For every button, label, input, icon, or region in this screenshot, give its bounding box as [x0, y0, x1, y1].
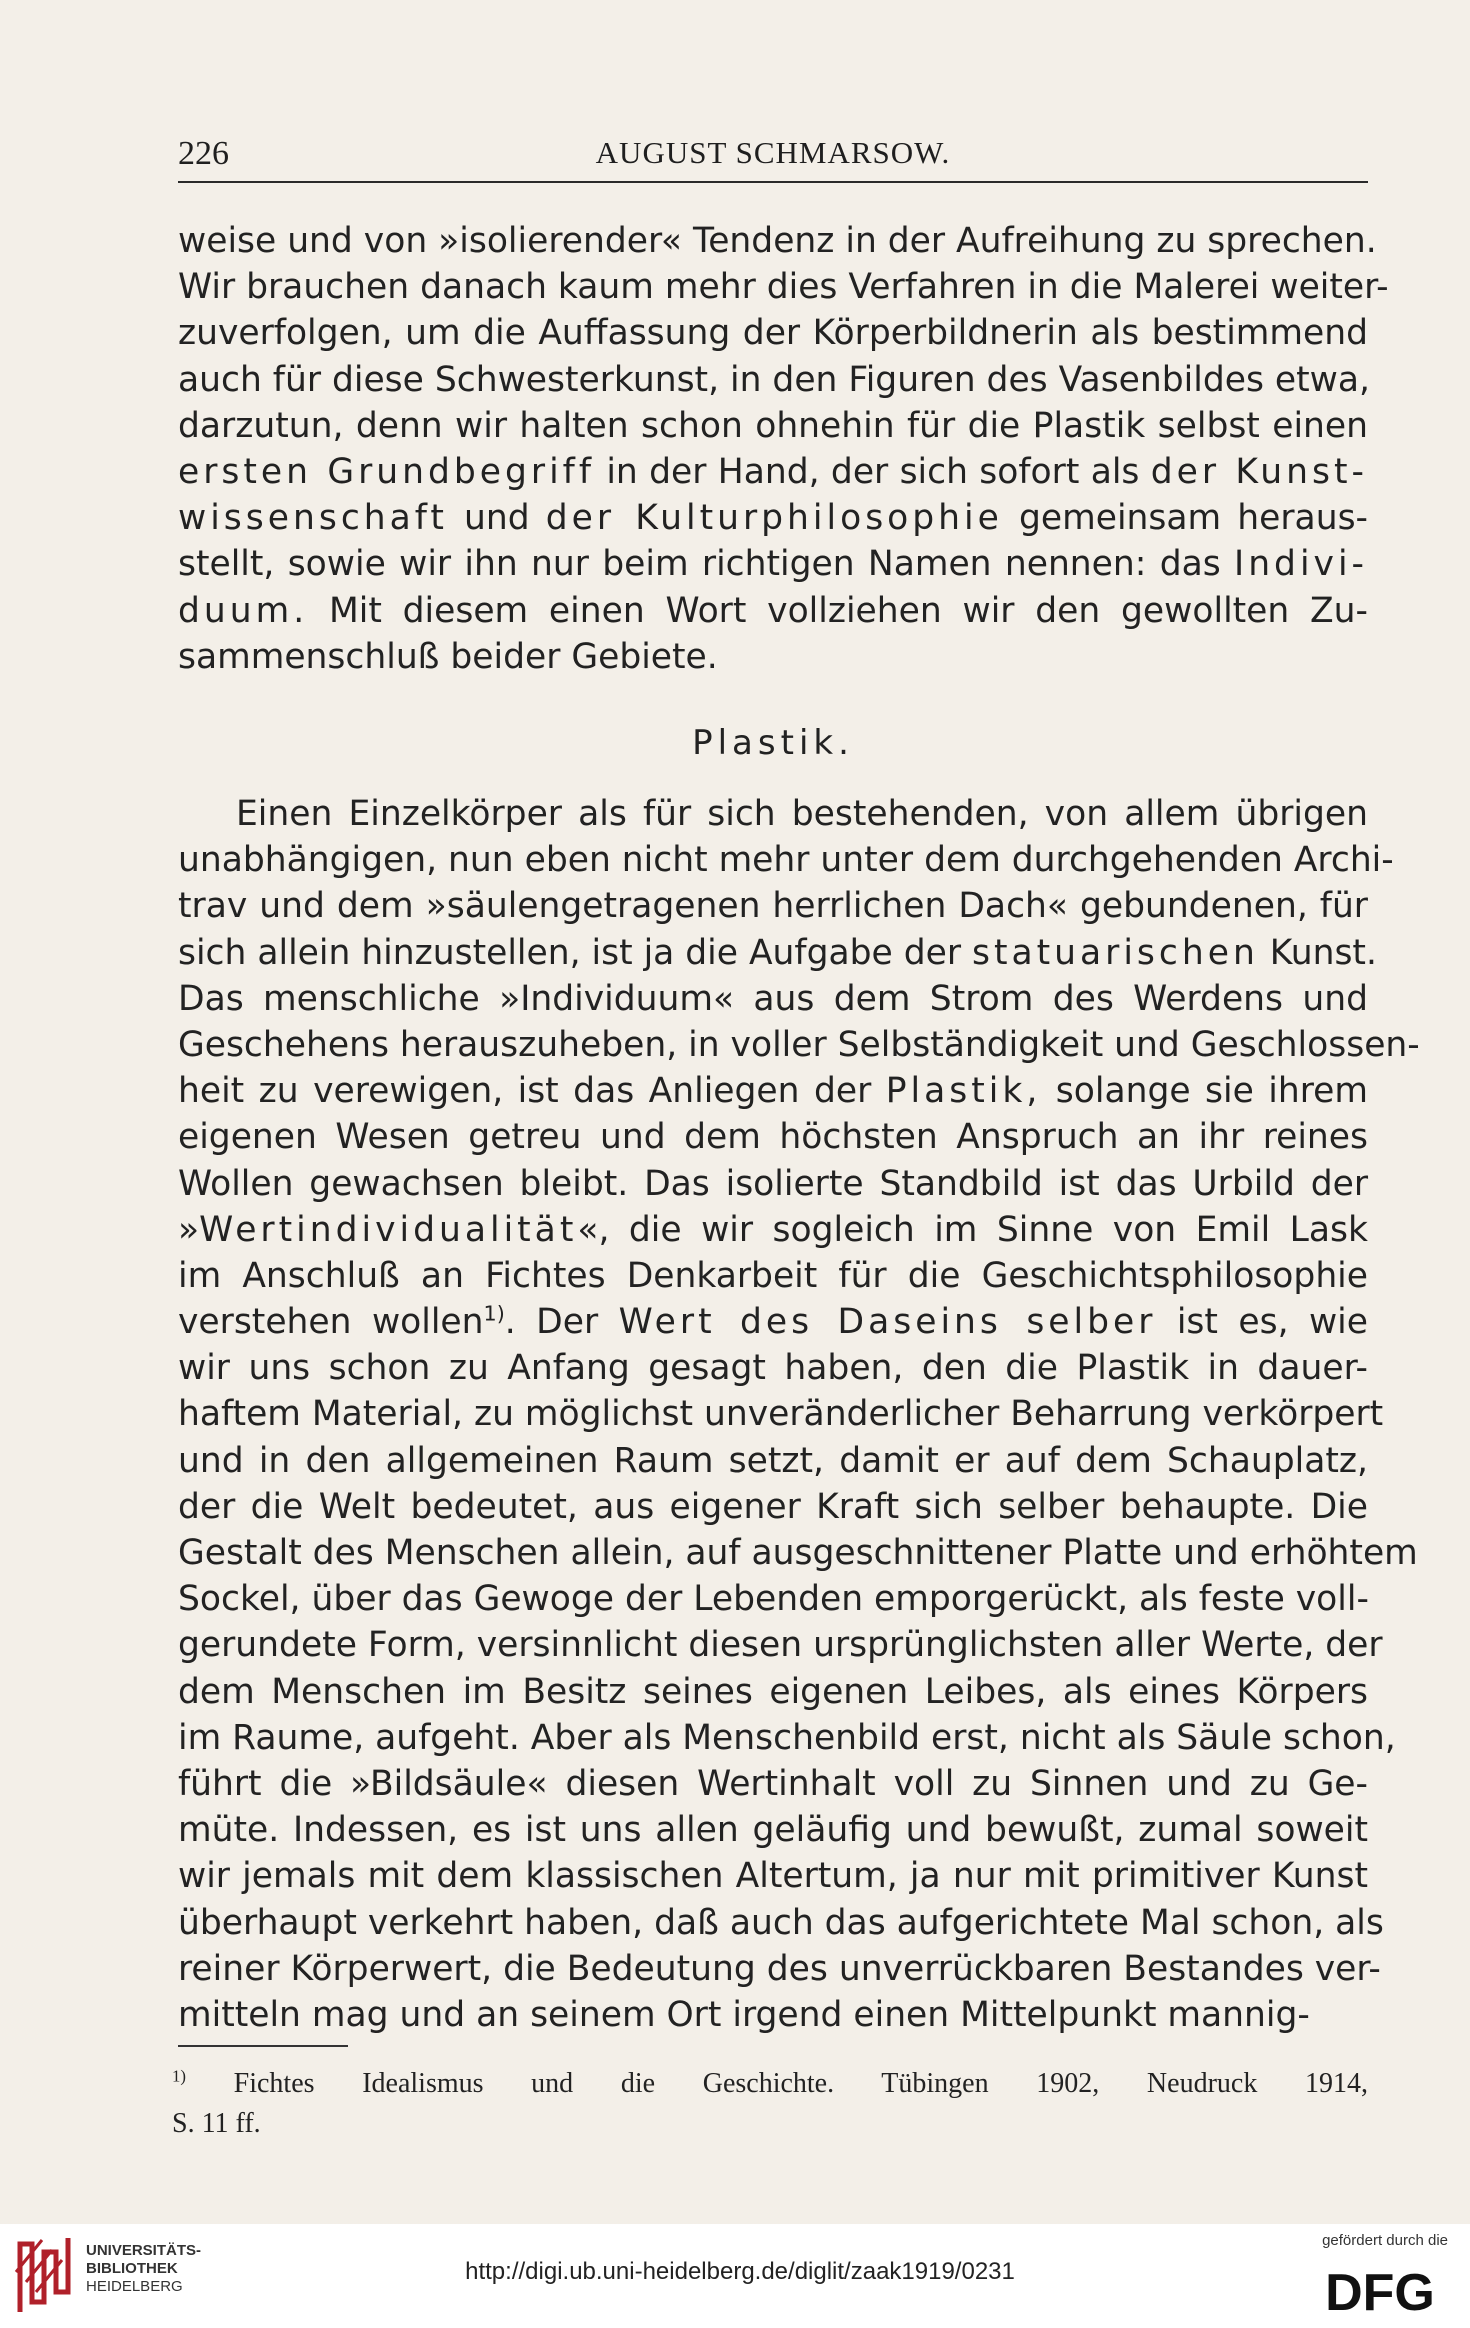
- text-line: [178, 1253, 1368, 1299]
- text-line: [178, 930, 1377, 976]
- spaced-emphasis: Plastik,: [885, 1071, 1042, 1112]
- spaced-emphasis: der Kunst-: [1150, 451, 1368, 492]
- text-run: der die Welt bedeutet, aus eigener Kraft sich selber behaupte. Die: [178, 1486, 1368, 1527]
- page-header: [178, 127, 1368, 183]
- text-line: [178, 403, 1368, 449]
- library-name-line-3: HEIDELBERG: [86, 2278, 183, 2295]
- text-run: Wollen gewachsen bleibt. Das isolierte Standbild ist das Urbild der: [178, 1163, 1368, 1204]
- text-run: und: [447, 498, 546, 539]
- text-line: [178, 1114, 1368, 1160]
- text-run: Das menschliche »Individuum« aus dem Strom des Werdens und: [178, 978, 1368, 1019]
- dfg-logo-text: DFG: [1325, 2264, 1435, 2318]
- running-head: AUGUST SCHMARSOW.: [595, 135, 951, 170]
- section-heading: Plastik.: [692, 723, 854, 763]
- text-line: [178, 1992, 1368, 2038]
- text-run: haftem Material, zu möglichst unveränderlicher Beharrung verkörpert: [178, 1394, 1384, 1435]
- text-line: [178, 218, 1377, 264]
- text-run: weise und von »isolierender« Tendenz in der Aufreihung zu sprechen.: [178, 221, 1377, 261]
- text-line: [178, 449, 1368, 495]
- viewer-footer: [0, 2224, 1470, 2328]
- text-line: [178, 1068, 1368, 1114]
- library-name-line-2: BIBLIOTHEK: [86, 2260, 178, 2277]
- paragraph-1: [178, 218, 1389, 680]
- text-line: [178, 1669, 1368, 1715]
- page-number: 226: [178, 135, 229, 172]
- text-line: [178, 1438, 1368, 1484]
- text-run: stellt, sowie wir ihn nur beim richtigen Namen nennen: das: [178, 544, 1235, 585]
- text-run: im Raume, aufgeht. Aber als Menschenbild erst, nicht als Säule schon,: [178, 1717, 1396, 1758]
- text-run: in der Hand, der sich sofort als: [594, 451, 1151, 492]
- text-line: [178, 883, 1368, 929]
- text-line: [178, 1391, 1384, 1437]
- text-line: [178, 976, 1368, 1022]
- spaced-emphasis: duum.: [178, 590, 309, 631]
- text-run: »: [178, 1209, 200, 1250]
- text-run: unabhängigen, nun eben nicht mehr unter dem durchgehenden Archi-: [178, 840, 1394, 881]
- text-run: «, die wir sogleich im Sinne von Emil Lask: [577, 1209, 1368, 1250]
- text-run: zuverfolgen, um die Auffassung der Körperbildnerin als bestimmend: [178, 313, 1368, 354]
- library-name: [86, 2242, 201, 2296]
- paragraph-2: [178, 791, 1420, 2038]
- text-line: [178, 357, 1368, 403]
- text-line: [178, 1761, 1368, 1807]
- text-line: [178, 1807, 1368, 1853]
- text-run: verstehen wollen: [178, 1302, 484, 1343]
- library-name-line-1: UNIVERSITÄTS-: [86, 2242, 202, 2259]
- text-run: solange sie ihrem: [1041, 1071, 1368, 1112]
- spaced-emphasis: statuarischen: [971, 932, 1259, 973]
- text-line: [178, 1715, 1396, 1761]
- text-line: [178, 1161, 1368, 1207]
- text-line: [178, 1022, 1420, 1068]
- text-line: [178, 1345, 1368, 1391]
- text-run: S. 11 ff.: [172, 2108, 261, 2139]
- text-line: [178, 588, 1368, 634]
- footnote-rule: [178, 2045, 348, 2047]
- text-run: dem Menschen im Besitz seines eigenen Leibes, als eines Körpers: [178, 1671, 1368, 1712]
- text-run: eigenen Wesen getreu und dem höchsten Anspruch an ihr reines: [178, 1117, 1368, 1158]
- text-run: darzutun, denn wir halten schon ohnehin für die Plastik selbst einen: [178, 405, 1368, 446]
- text-run: Geschehens herauszuheben, in voller Selbständigkeit und Geschlossen-: [178, 1024, 1420, 1065]
- text-line: [178, 541, 1368, 587]
- spaced-emphasis: wissenschaft: [178, 498, 448, 539]
- dfg-logo-icon: [1310, 2260, 1450, 2318]
- footnote-marker: 1): [483, 1301, 505, 1326]
- text-run: . Der: [504, 1302, 619, 1343]
- spaced-emphasis: Wert des Daseins selber: [618, 1302, 1157, 1343]
- text-run: gerundete Form, versinnlicht diesen ursprünglichsten aller Werte, der: [178, 1625, 1383, 1666]
- text-run: ist es, wie: [1156, 1302, 1368, 1343]
- text-line: [178, 1946, 1381, 1992]
- text-line: [172, 2064, 1368, 2104]
- text-run: Wir brauchen danach kaum mehr dies Verfahren in die Malerei weiter-: [178, 267, 1389, 308]
- text-run: trav und dem »säulengetragenen herrlichen Dach« gebundenen, für: [178, 886, 1368, 927]
- text-run: sich allein hinzustellen, ist ja die Aufgabe der: [178, 932, 972, 973]
- text-run: Einen Einzelkörper als für sich bestehenden, von allem übrigen: [236, 794, 1368, 834]
- spaced-emphasis: der Kulturphilosophie: [545, 498, 1003, 539]
- text-line: [178, 310, 1368, 356]
- text-line: [178, 1576, 1368, 1622]
- spaced-emphasis: ersten Grundbegriff: [178, 451, 595, 492]
- text-line: [178, 791, 1368, 837]
- text-run: führt die »Bildsäule« diesen Wertinhalt voll zu Sinnen und zu Ge-: [178, 1763, 1368, 1804]
- text-run: Sockel, über das Gewoge der Lebenden emporgerückt, als feste voll-: [178, 1579, 1369, 1620]
- text-run: müte. Indessen, es ist uns allen geläufig und bewußt, zumal soweit: [178, 1810, 1368, 1851]
- text-line: [178, 1299, 1368, 1345]
- text-line: [178, 264, 1389, 310]
- text-line: [178, 1900, 1384, 1946]
- text-line: [178, 634, 1368, 680]
- text-run: im Anschluß an Fichtes Denkarbeit für die Geschichtsphilosophie: [178, 1255, 1368, 1296]
- text-line: [178, 1622, 1383, 1668]
- footnote-marker: 1): [172, 2066, 186, 2086]
- text-run: sammenschluß beider Gebiete.: [178, 636, 718, 677]
- text-line: [178, 495, 1368, 541]
- text-run: Mit diesem einen Wort vollziehen wir den gewollten Zu-: [308, 590, 1368, 631]
- text-run: wir uns schon zu Anfang gesagt haben, den die Plastik in dauer-: [178, 1348, 1368, 1389]
- permalink-url[interactable]: http://digi.ub.uni-heidelberg.de/diglit/zaak1919/0231: [465, 2258, 1015, 2285]
- spaced-emphasis: Indivi-: [1234, 544, 1368, 585]
- library-logo-icon: [12, 2232, 76, 2314]
- text-line: [178, 1853, 1368, 1899]
- footnote: [172, 2064, 1368, 2144]
- text-line: [178, 1530, 1418, 1576]
- text-line: [178, 837, 1394, 883]
- dfg-caption: gefördert durch die: [1322, 2232, 1448, 2249]
- text-run: heit zu verewigen, ist das Anliegen der: [178, 1071, 886, 1112]
- text-run: mitteln mag und an seinem Ort irgend einen Mittelpunkt mannig-: [178, 1994, 1310, 2035]
- text-run: wir jemals mit dem klassischen Altertum, ja nur mit primitiver Kunst: [178, 1856, 1368, 1897]
- text-line: [178, 1207, 1368, 1253]
- text-run: gemeinsam heraus-: [1002, 498, 1368, 539]
- text-run: auch für diese Schwesterkunst, in den Figuren des Vasenbildes etwa,: [178, 359, 1370, 400]
- spaced-emphasis: Wertindividualität: [199, 1209, 578, 1250]
- text-run: Kunst.: [1258, 932, 1377, 973]
- text-line: [178, 1484, 1368, 1530]
- text-line: [172, 2104, 1368, 2144]
- text-run: reiner Körperwert, die Bedeutung des unverrückbaren Bestandes ver-: [178, 1948, 1381, 1989]
- text-run: Gestalt des Menschen allein, auf ausgeschnittener Platte und erhöhtem: [178, 1533, 1418, 1573]
- text-run: und in den allgemeinen Raum setzt, damit er auf dem Schauplatz,: [178, 1440, 1368, 1481]
- text-run: überhaupt verkehrt haben, daß auch das aufgerichtete Mal schon, als: [178, 1902, 1384, 1943]
- text-run: Fichtes Idealismus und die Geschichte. Tübingen 1902, Neudruck 1914,: [185, 2068, 1368, 2099]
